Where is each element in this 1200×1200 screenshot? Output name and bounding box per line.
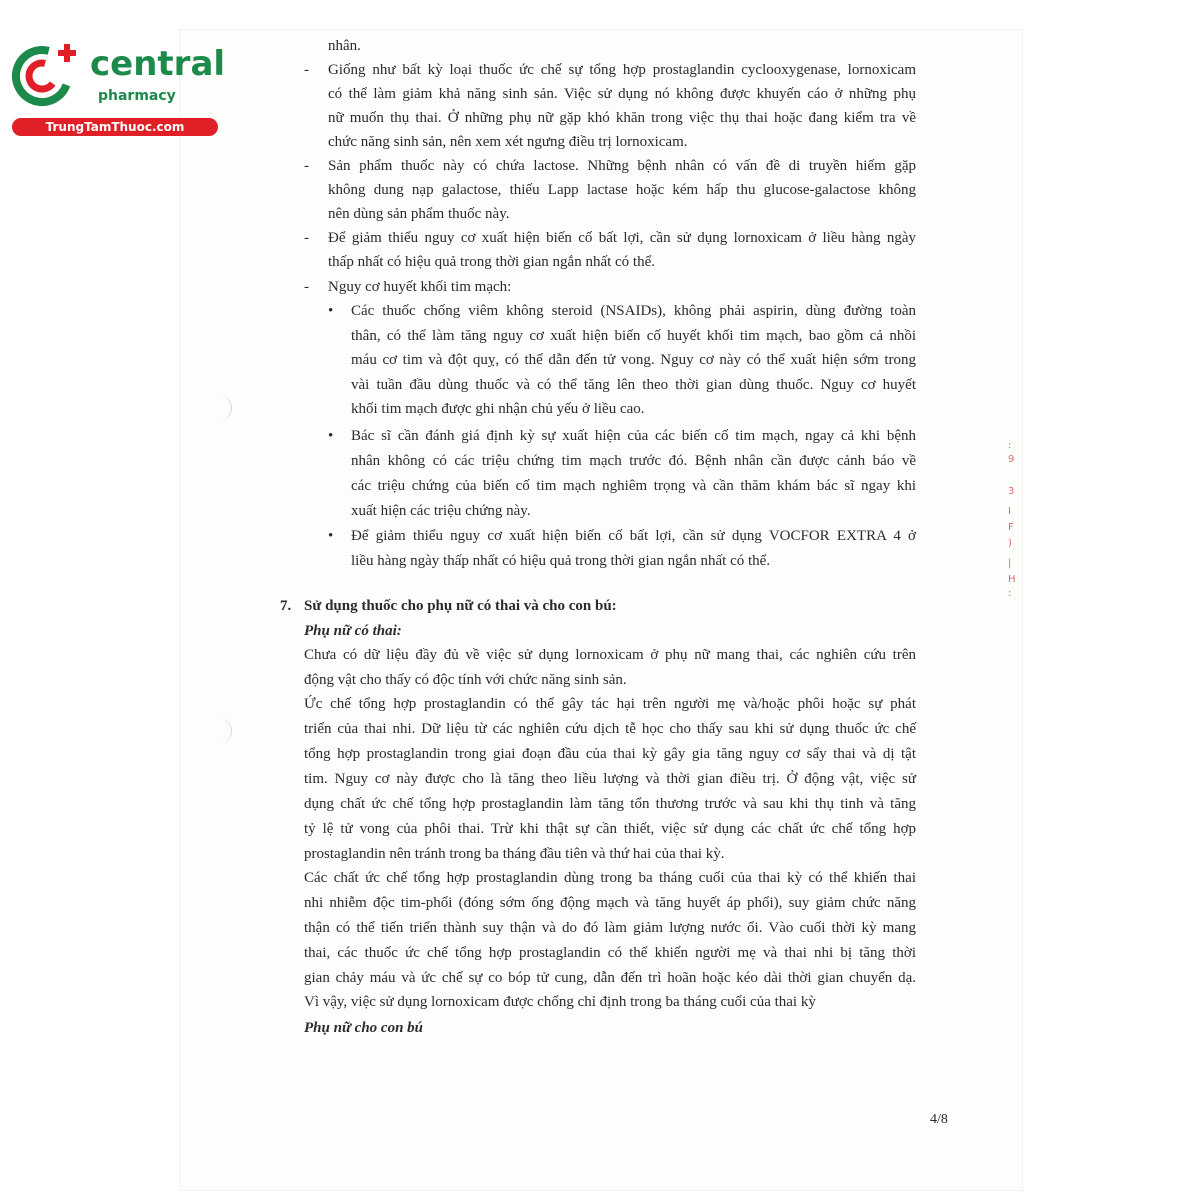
text-line: triển của thai nhi. Dữ liệu từ các nghiên cứu dịch tễ học cho thấy sau khi sử dụng thuốc ức chế — [304, 721, 916, 737]
text-line: Các chất ức chế tổng hợp prostaglandin dùng trong ba tháng cuối của thai kỳ có thể khiến thai — [304, 870, 916, 886]
dash-bullet: - — [304, 230, 309, 246]
section-number: 7. — [280, 598, 292, 614]
text-line: gian chảy máu và ức chế sự co bóp tử cung, dẫn đến trì hoãn hoặc kéo dài thời gian chuyển dạ. — [304, 970, 916, 986]
text-line: liều hàng ngày thấp nhất có hiệu quả trong thời gian ngắn nhất có thể. — [351, 553, 771, 569]
round-bullet: • — [328, 303, 334, 319]
text-line: thấp nhất có hiệu quả trong thời gian ngắn nhất có thể. — [328, 254, 656, 270]
text-line: prostaglandin nên tránh trong ba tháng đầu tiên và thứ hai của thai kỳ. — [304, 846, 725, 862]
text-line: Giống như bất kỳ loại thuốc ức chế sự tổng hợp prostaglandin cyclooxygenase, lornoxicam — [328, 62, 916, 78]
dash-bullet: - — [304, 279, 309, 295]
dash-bullet: - — [304, 158, 309, 174]
text-line: tim. Nguy cơ này được cho là tăng theo liều lượng và thời gian điều trị. Ở động vật, việc sử — [304, 771, 916, 787]
text-line: các triệu chứng của biến cố tim mạch nghiêm trọng và cần thăm khám bác sĩ ngay khi — [351, 478, 916, 494]
text-line: thân, có thể làm tăng nguy cơ xuất hiện biến cố huyết khối tim mạch, bao gồm cả nhồi — [351, 328, 916, 344]
text-line: không dung nạp galactose, thiếu Lapp lactase hoặc kém hấp thu glucose-galactose không — [328, 182, 916, 198]
text-line: tổng hợp prostaglandin trong giai đoạn đầu của thai kỳ gây gia tăng nguy cơ sẩy thai và dị tật — [304, 746, 916, 762]
text-line: Để giảm thiểu nguy cơ xuất hiện biến cố bất lợi, cần sử dụng VOCFOR EXTRA 4 ở — [351, 528, 916, 544]
subheading-breastfeeding: Phụ nữ cho con bú — [304, 1020, 424, 1036]
text-line: thận có thể tiến triển thành suy thận và do đó làm giảm lượng nước ối. Vào cuối thời kỳ mang — [304, 920, 916, 936]
page-number: 4/8 — [930, 1112, 948, 1127]
text-line: Ức chế tổng hợp prostaglandin có thể gây tác hại trên người mẹ và/hoặc phôi hoặc sự phát — [304, 696, 916, 712]
text-line: Các thuốc chống viêm không steroid (NSAIDs), không phải aspirin, dùng đường toàn — [351, 303, 916, 319]
logo-brand-name: central — [90, 44, 226, 84]
text-line: nhân. — [328, 38, 361, 54]
margin-stamp-marks: : 9 3 I F ) | H : — [1008, 440, 1016, 599]
text-line: vài tuần đầu dùng thuốc và có thể tăng lên theo thời gian dùng thuốc. Nguy cơ huyết — [351, 377, 916, 393]
section-title: Sử dụng thuốc cho phụ nữ có thai và cho con bú: — [304, 598, 617, 614]
dash-bullet: - — [304, 62, 309, 78]
logo-brand-subtitle: pharmacy — [98, 88, 176, 104]
text-line: dụng chất ức chế tổng hợp prostaglandin làm tăng tổn thương trước và sau khi thụ tinh và tăng — [304, 796, 916, 812]
text-line: khối tim mạch được ghi nhận chủ yếu ở liều cao. — [351, 401, 645, 417]
text-line: Nguy cơ huyết khối tim mạch: — [328, 279, 512, 295]
text-line: nữ muốn thụ thai. Ở những phụ nữ gặp khó khăn trong việc thụ thai hoặc đang kiểm tra về — [328, 110, 916, 126]
text-line: Sản phẩm thuốc này có chứa lactose. Những bệnh nhân có vấn đề di truyền hiếm gặp — [328, 158, 916, 174]
logo-website: TrungTamThuoc.com — [12, 118, 218, 136]
text-line: nhi nhiễm độc tim-phổi (đóng sớm ống động mạch và tăng huyết áp phổi), suy giảm chức năng — [304, 895, 916, 911]
round-bullet: • — [328, 428, 334, 444]
text-line: chức năng sinh sản, nên xem xét ngưng điều trị lornoxicam. — [328, 134, 688, 150]
text-line: Để giảm thiểu nguy cơ xuất hiện biến cố bất lợi, cần sử dụng lornoxicam ở liều hàng ngày — [328, 230, 916, 246]
text-line: nên dùng sản phẩm thuốc này. — [328, 206, 510, 222]
text-line: Vì vậy, việc sử dụng lornoxicam được chống chỉ định trong ba tháng cuối của thai kỳ — [304, 994, 816, 1010]
subheading-pregnant: Phụ nữ có thai: — [304, 623, 402, 639]
text-line: tỷ lệ tử vong của phôi thai. Trừ khi thật sự cần thiết, việc sử dụng các chất ức chế tổng hợp — [304, 821, 916, 837]
round-bullet: • — [328, 528, 334, 544]
text-line: máu cơ tim và đột quỵ, có thể dẫn đến tử vong. Nguy cơ này có thể xuất hiện sớm trong — [351, 352, 916, 368]
text-line: Chưa có dữ liệu đầy đủ về việc sử dụng lornoxicam ở phụ nữ mang thai, các nghiên cứu trên — [304, 647, 916, 663]
text-line: động vật cho thấy có độc tính với chức năng sinh sản. — [304, 672, 627, 688]
text-line: nhân không có các triệu chứng tim mạch trước đó. Bệnh nhân cần được cảnh báo về — [351, 453, 916, 469]
text-line: có thể làm giảm khả năng sinh sản. Việc sử dụng nó không được khuyến cáo ở những phụ — [328, 86, 916, 102]
text-line: xuất hiện các triệu chứng này. — [351, 503, 531, 519]
text-line: Bác sĩ cần đánh giá định kỳ sự xuất hiện của các biến cố tim mạch, ngay cả khi bệnh — [351, 428, 916, 444]
text-line: thai, các thuốc ức chế tổng hợp prostaglandin có thể khiến người mẹ và thai nhi bị tăng thời — [304, 945, 916, 961]
